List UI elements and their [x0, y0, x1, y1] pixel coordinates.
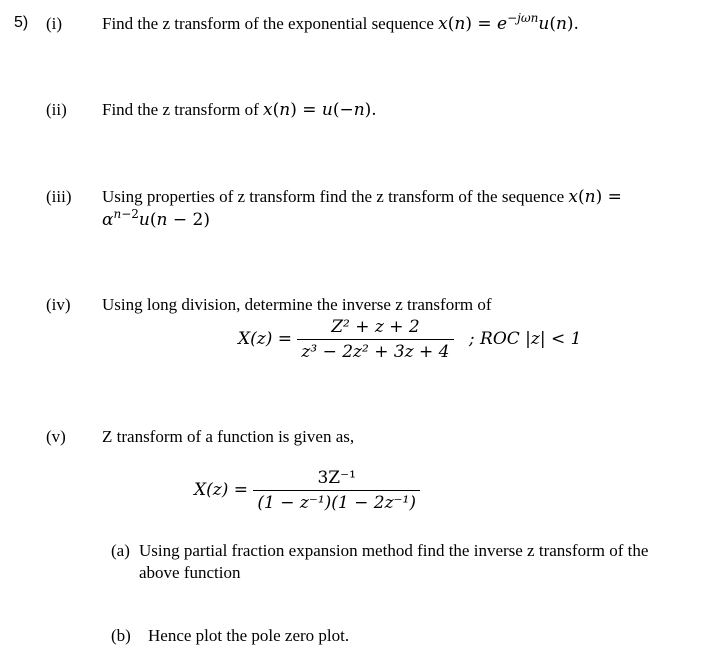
part-ii-line: Find the z transform of x(n) = u(−n). [102, 100, 377, 120]
part-iv-equation [238, 317, 581, 362]
part-v-fraction [253, 468, 420, 513]
part-ii-text: Find the z transform of [102, 100, 259, 119]
part-iv-text: Using long division, determine the inverse z transform of [102, 295, 492, 314]
part-label-i: (i) [46, 14, 63, 33]
part-v-lhs: X(z) = [194, 480, 248, 500]
part-iii-text: Using properties of z transform find the z transform of the sequence [102, 187, 565, 206]
part-i-text: Find the z transform of the exponential sequence [102, 14, 434, 33]
part-v-equation [194, 468, 420, 513]
subpart-label-b: (b) [111, 626, 131, 645]
part-iv-numerator: Z² + z + 2 [331, 317, 420, 337]
question-number: 5) [14, 14, 29, 31]
part-label-ii: (ii) [46, 100, 67, 119]
part-iv-roc: ; ROC |z| < 1 [468, 329, 582, 349]
part-label-iii: (iii) [46, 187, 72, 206]
part-iii-line1: Using properties of z transform find the z transform of the sequence x(n) = [102, 187, 622, 207]
part-iv-denominator: z³ − 2z² + 3z + 4 [297, 339, 453, 362]
part-iii-line2: $\alpha^{n-2}u(n - 2)$ [102, 207, 210, 230]
subpart-a-line1: Using partial fraction expansion method find the inverse z transform of the [139, 541, 649, 560]
subpart-b-text: Hence plot the pole zero plot. [148, 626, 350, 645]
part-v-text: Z transform of a function is given as, [102, 427, 355, 446]
part-label-v: (v) [46, 427, 66, 446]
subpart-label-a: (a) [111, 541, 130, 560]
part-v-denominator: (1 − z⁻¹)(1 − 2z⁻¹) [253, 490, 420, 513]
part-v-numerator: 3Z⁻¹ [317, 468, 356, 488]
part-i-line: Find the z transform of the exponential sequence $x(n) = e^{-j\omega n}u(n)$. [102, 11, 579, 34]
part-iv-fraction [297, 317, 453, 362]
part-label-iv: (iv) [46, 295, 71, 314]
subpart-a-line2: above function [139, 563, 241, 582]
part-iv-lhs: X(z) = [238, 329, 292, 349]
